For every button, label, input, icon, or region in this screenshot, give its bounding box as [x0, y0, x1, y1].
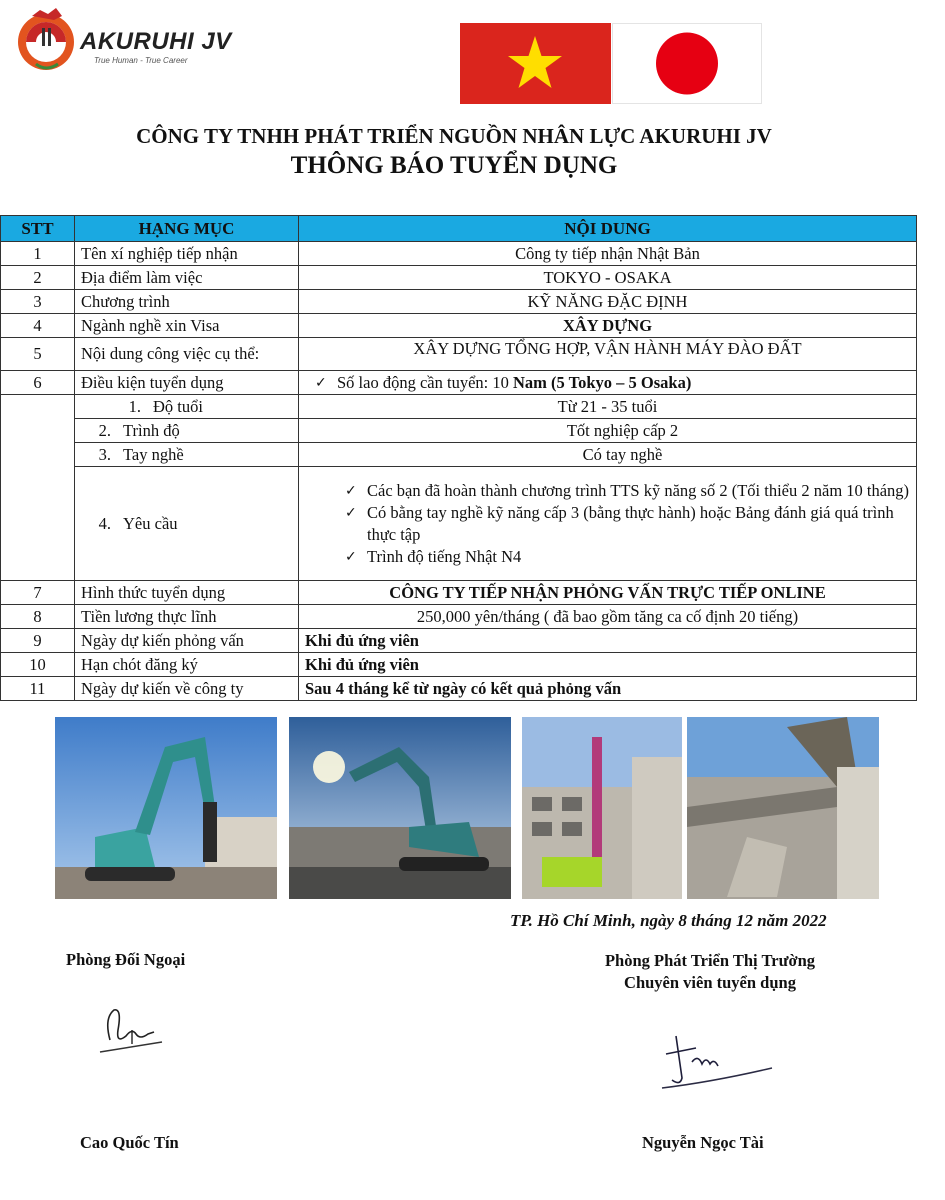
- subrow-number: 1.: [128, 396, 141, 416]
- subrow-item: [75, 395, 299, 419]
- check-item: [315, 372, 910, 394]
- row-item: Hạn chót đăng ký: [75, 653, 299, 677]
- header-content: NỘI DUNG: [299, 216, 917, 242]
- vietnam-flag-icon: [460, 23, 611, 104]
- subrow-number: 4.: [98, 513, 111, 533]
- table-subrow: [1, 395, 917, 419]
- row-item: Nội dung công việc cụ thể:: [75, 338, 299, 371]
- requirement-item: ✓ Các bạn đã hoàn thành chương trình TTS kỹ năng số 2 (Tối thiểu 2 năm 10 tháng): [345, 480, 910, 502]
- row-content: Sau 4 tháng kể từ ngày có kết quả phỏng vấn: [299, 677, 917, 701]
- table-row: [1, 314, 917, 338]
- worker-count-bold: Nam (5 Tokyo – 5 Osaka): [512, 372, 692, 392]
- table-row: [1, 338, 917, 371]
- subrow-content: Tốt nghiệp cấp 2: [299, 419, 917, 443]
- row-stt: 9: [1, 629, 75, 653]
- table-row: [1, 605, 917, 629]
- department-right-line1: Phòng Phát Triển Thị Trường: [604, 951, 816, 970]
- subrow-number: 3.: [98, 444, 111, 464]
- row-stt: 7: [1, 581, 75, 605]
- row-item: Chương trình: [75, 290, 299, 314]
- table-row: [1, 653, 917, 677]
- department-left: Phòng Đối Ngoại: [66, 950, 186, 969]
- table-subrow: [1, 419, 917, 443]
- row-item: Tên xí nghiệp tiếp nhận: [75, 242, 299, 266]
- recruitment-table: [0, 215, 917, 701]
- row-content: Khi đủ ứng viên: [299, 653, 917, 677]
- row-content: Khi đủ ứng viên: [299, 629, 917, 653]
- table-header-row: [1, 216, 917, 242]
- table-row: [1, 581, 917, 605]
- row-stt: 1: [1, 242, 75, 266]
- subrow-item: [75, 419, 299, 443]
- akuruhi-logo-icon: [12, 6, 82, 76]
- row-stt: 5: [1, 338, 75, 371]
- demolition-photo: [687, 717, 879, 899]
- signature-left-icon: [92, 1000, 172, 1060]
- subrow-item: [75, 443, 299, 467]
- department-right-line2: Chuyên viên tuyển dụng: [624, 973, 796, 992]
- company-title: CÔNG TY TNHH PHÁT TRIỂN NGUỒN NHÂN LỰC AKURUHI JV: [136, 124, 772, 148]
- row-stt: 6: [1, 371, 75, 395]
- row-stt: 11: [1, 677, 75, 701]
- requirement-item: ✓ Trình độ tiếng Nhật N4: [345, 546, 910, 568]
- company-logo: [12, 6, 242, 76]
- header-item: HẠNG MỤC: [75, 216, 299, 242]
- department-right: [560, 950, 860, 994]
- table-row: [1, 629, 917, 653]
- row-stt: 2: [1, 266, 75, 290]
- row-item: Hình thức tuyển dụng: [75, 581, 299, 605]
- table-row: [1, 290, 917, 314]
- row-content: [299, 371, 917, 395]
- logo-name: AKURUHI JV: [80, 28, 232, 55]
- table-row: [1, 242, 917, 266]
- signer-name-left: Cao Quốc Tín: [80, 1133, 179, 1152]
- subrow-label: Yêu cầu: [123, 513, 178, 533]
- signer-name-right: Nguyễn Ngọc Tài: [642, 1133, 764, 1152]
- empty-stt-cell: [1, 395, 75, 581]
- requirements-list: [335, 480, 910, 568]
- row-content: XÂY DỰNG: [299, 314, 917, 338]
- subrow-content: Từ 21 - 35 tuổi: [299, 395, 917, 419]
- logo-slogan: True Human - True Career: [94, 56, 188, 65]
- subrow-label: Tay nghề: [123, 444, 184, 464]
- row-content: CÔNG TY TIẾP NHẬN PHỎNG VẤN TRỰC TIẾP ONLINE: [299, 581, 917, 605]
- subrow-number: 2.: [98, 420, 111, 440]
- notice-title: THÔNG BÁO TUYỂN DỤNG: [290, 152, 618, 179]
- date-line: TP. Hồ Chí Minh, ngày 8 tháng 12 năm 2022: [510, 911, 827, 930]
- row-item: Ngành nghề xin Visa: [75, 314, 299, 338]
- row-item: Ngày dự kiến về công ty: [75, 677, 299, 701]
- row-content: 250,000 yên/tháng ( đã bao gồm tăng ca cố định 20 tiếng): [299, 605, 917, 629]
- check-list: [305, 372, 910, 394]
- japan-flag-icon: [612, 23, 762, 104]
- row-stt: 4: [1, 314, 75, 338]
- requirement-item: ✓ Có bằng tay nghề kỹ năng cấp 3 (bằng thực hành) hoặc Bảng đánh giá quá trình thực tập: [345, 502, 910, 546]
- signature-right-icon: [652, 1028, 782, 1098]
- subrow-label: Trình độ: [123, 420, 180, 440]
- worker-count-text: Số lao động cần tuyển: 10: [337, 372, 513, 392]
- table-subrow: [1, 443, 917, 467]
- table-subrow: [1, 467, 917, 581]
- subrow-item: [75, 467, 299, 581]
- excavator-photo: [289, 717, 511, 899]
- header-stt: STT: [1, 216, 75, 242]
- row-item: Điều kiện tuyển dụng: [75, 371, 299, 395]
- row-content: TOKYO - OSAKA: [299, 266, 917, 290]
- table-row: [1, 266, 917, 290]
- excavator-photo: [55, 717, 277, 899]
- table-row: [1, 371, 917, 395]
- row-item: Địa điểm làm việc: [75, 266, 299, 290]
- row-content: KỸ NĂNG ĐẶC ĐỊNH: [299, 290, 917, 314]
- table-row: [1, 677, 917, 701]
- row-content: Công ty tiếp nhận Nhật Bản: [299, 242, 917, 266]
- row-stt: 3: [1, 290, 75, 314]
- subrow-label: Độ tuổi: [153, 396, 203, 416]
- subrow-content: [299, 467, 917, 581]
- row-content: XÂY DỰNG TỔNG HỢP, VẬN HÀNH MÁY ĐÀO ĐẤT: [299, 338, 917, 371]
- subrow-content: Có tay nghề: [299, 443, 917, 467]
- row-stt: 10: [1, 653, 75, 677]
- demolition-photo: [522, 717, 682, 899]
- row-stt: 8: [1, 605, 75, 629]
- row-item: Tiền lương thực lĩnh: [75, 605, 299, 629]
- row-item: Ngày dự kiến phỏng vấn: [75, 629, 299, 653]
